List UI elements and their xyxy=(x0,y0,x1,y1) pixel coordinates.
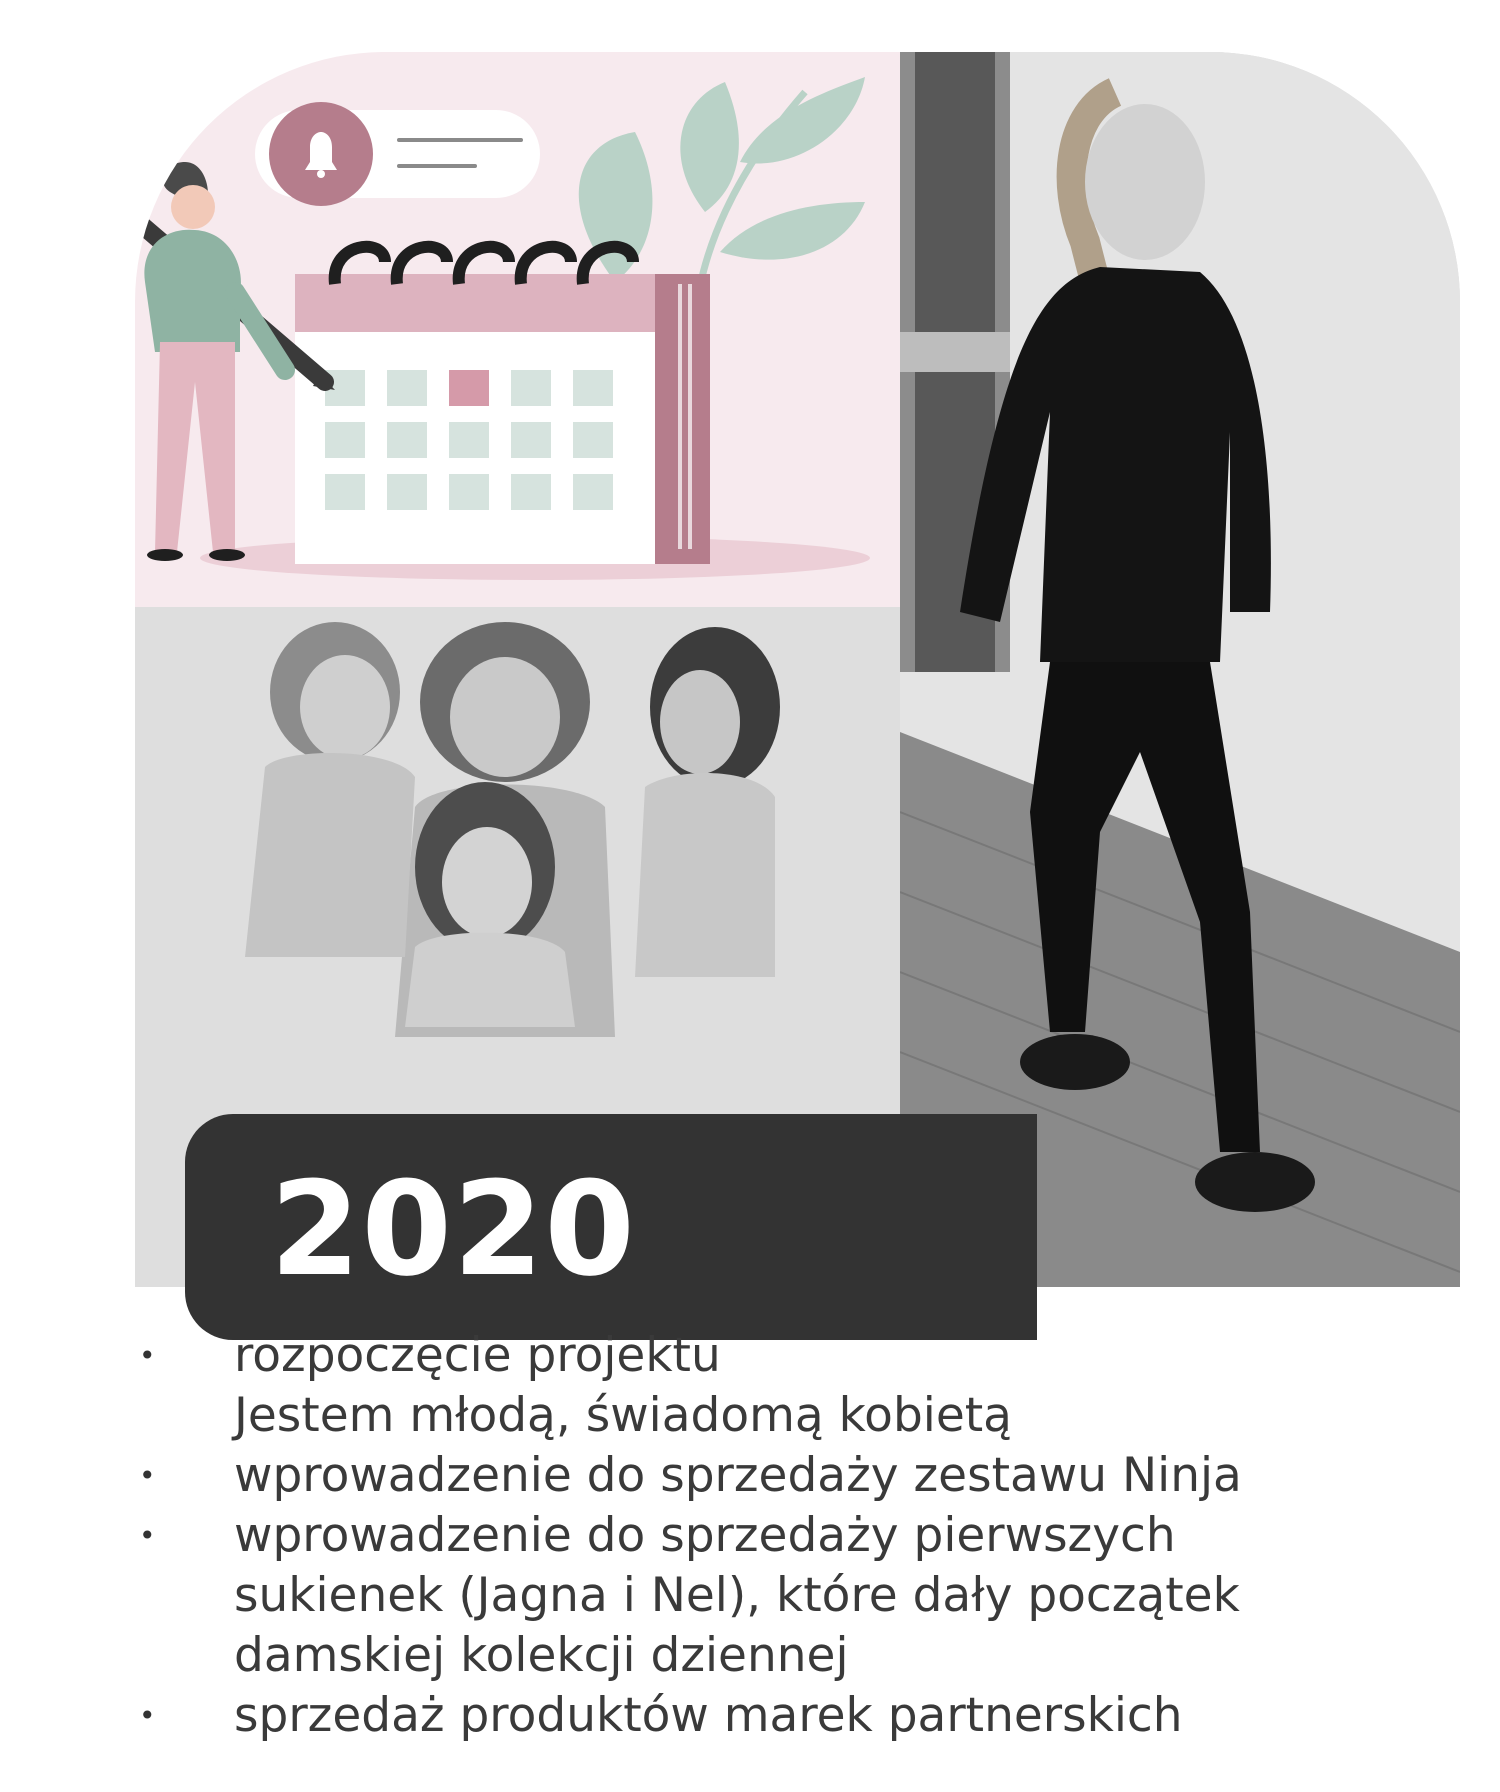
bullet: • xyxy=(139,1339,156,1372)
milestone-text: Jestem młodą, świadomą kobietą xyxy=(234,1388,1012,1443)
calendar-illustration xyxy=(135,52,900,607)
milestone-text: wprowadzenie do sprzedaży zestawu Ninja xyxy=(234,1448,1242,1503)
milestone-item xyxy=(0,1686,1500,1746)
milestone-text: sukienek (Jagna i Nel), które dały początek xyxy=(234,1568,1240,1623)
milestone-item xyxy=(0,1446,1500,1506)
milestone-item xyxy=(0,1326,1500,1446)
collage xyxy=(135,52,1460,1305)
milestone-text: damskiej kolekcji dziennej xyxy=(234,1628,849,1683)
milestone-text: wprowadzenie do sprzedaży pierwszych xyxy=(234,1508,1176,1563)
bullet: • xyxy=(139,1519,156,1552)
notification-card xyxy=(255,102,540,206)
milestones-list xyxy=(0,1326,1500,1746)
milestone-item xyxy=(0,1506,1500,1686)
bullet: • xyxy=(139,1699,156,1732)
year-label: 2020 xyxy=(270,1153,636,1305)
year-banner xyxy=(185,1114,1037,1340)
photo-woman-walking xyxy=(900,52,1460,1287)
milestone-text: rozpoczęcie projektu xyxy=(234,1328,721,1383)
milestone-text: sprzedaż produktów marek partnerskich xyxy=(234,1688,1183,1743)
calendar-icon xyxy=(295,247,710,564)
bullet: • xyxy=(139,1459,156,1492)
